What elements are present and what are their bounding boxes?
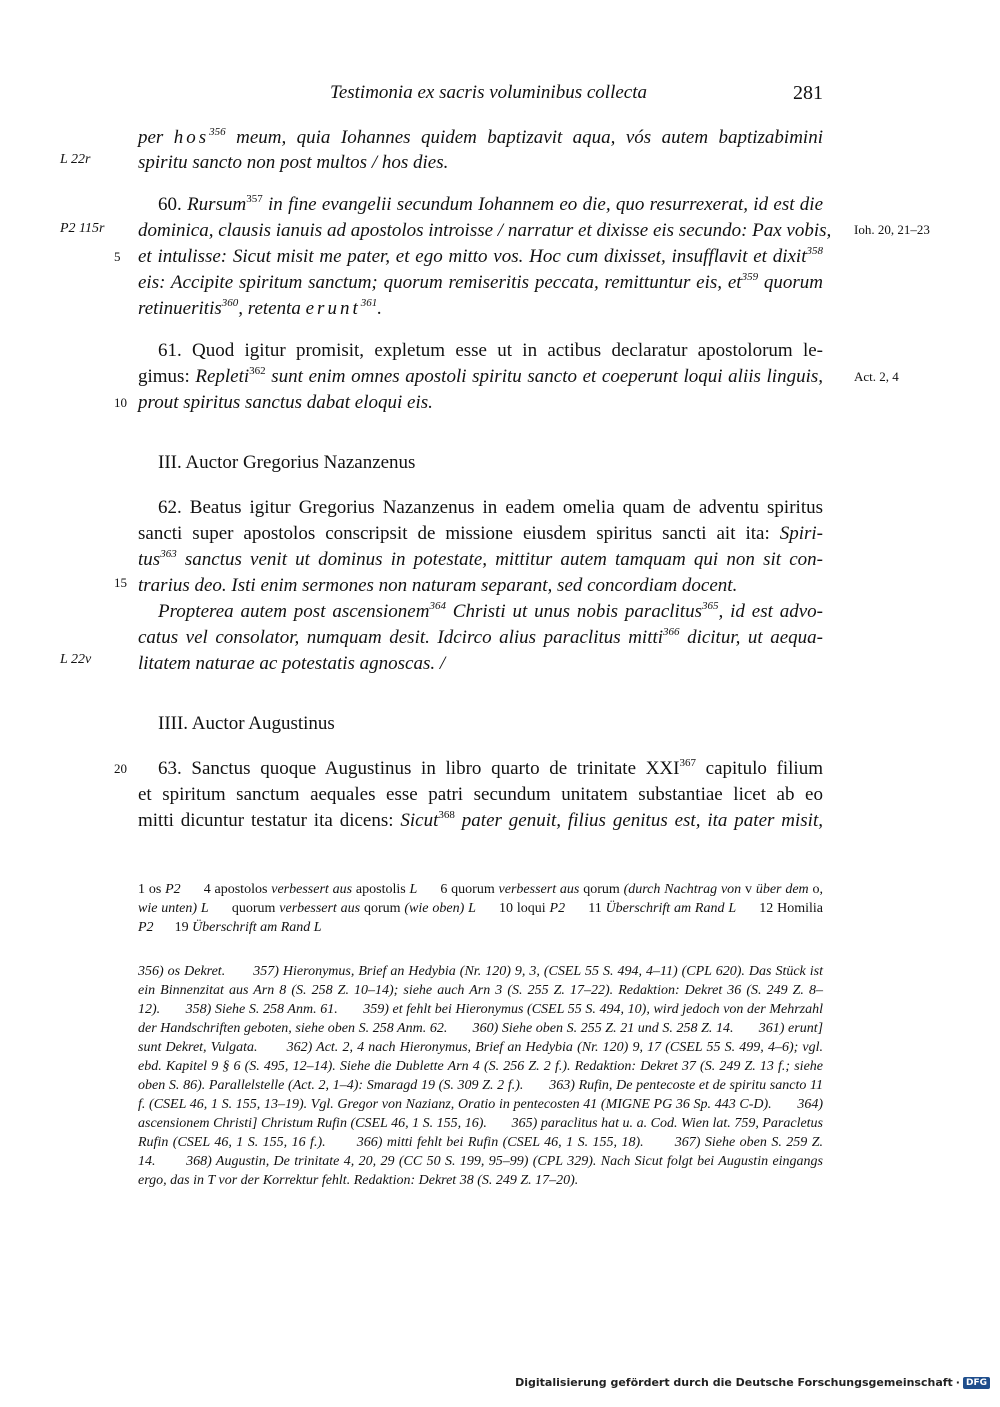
section-heading-augustinus: IIII. Auctor Augustinus: [158, 713, 335, 734]
apparatus-entry: 19 Überschrift am Rand L: [174, 920, 322, 935]
dfg-logo-icon: DFG: [963, 1377, 990, 1389]
apparatus-entry: 4 apostolos verbessert aus apostolis L: [203, 882, 418, 897]
paragraph-61-start: 61. Quod igitur promisit, expletum esse ut in actibus declaratur apostolorum le-: [158, 340, 823, 361]
text-line: per hos$^{356}$ meum, quia Iohannes quidem baptizavit aqua, vós autem baptizabimini: [138, 126, 823, 148]
line-number-15: 15: [114, 575, 127, 590]
text-line: et spiritum sanctum aequales esse patri secundum unitatem substantiae licet ab eo: [138, 784, 823, 805]
page-header: [138, 82, 823, 108]
text-line: mitti dicuntur testatur ita dicens: Sicut$^{368}$ pater genuit, filius genitus est, ita pater misit,: [138, 809, 823, 831]
footnotes: [138, 962, 823, 1190]
digitization-credit: Digitalisierung gefördert durch die Deutsche Forschungsgemeinschaft · DFG: [515, 1376, 990, 1389]
section-heading-gregorius: III. Auctor Gregorius Nazanzenus: [158, 452, 416, 473]
text-line: trarius deo. Isti enim sermones non naturam separant, sed concordiam docent.: [138, 575, 738, 596]
margin-folio-l-22r: L 22r: [60, 152, 91, 167]
text-line: et intulisse: Sicut misit me pater, et ego mitto vos. Hoc cum dixisset, insufflavit et dixit$^{358}$: [138, 245, 823, 267]
paragraph-62-start: 62. Beatus igitur Gregorius Nazanzenus in eadem omelia quam de adventu spiritus: [158, 497, 823, 518]
margin-reference-ioh: Ioh. 20, 21–23: [854, 222, 930, 237]
text-line: Propterea autem post ascensionem$^{364}$ Christi ut unus nobis paraclitus$^{365}$, id est advo-: [158, 600, 824, 622]
apparatus-entry: quorum verbessert aus qorum (wie oben) L: [231, 901, 476, 916]
footnote: 359) et fehlt bei Hieronymus (CSEL 55 S. 494, 10), wird jedoch von der Mehrzahl der Handschriften geboten, siehe oben S. 258 Anm. 62.: [138, 1002, 824, 1036]
footnote: 356) os Dekret.: [138, 964, 226, 979]
text-line: tus$^{363}$ sanctus venit ut dominus in potestate, mittitur autem tamquam qui non sit con-: [138, 548, 823, 570]
credit-text: Digitalisierung gefördert durch die Deutsche Forschungsgemeinschaft: [515, 1376, 953, 1389]
line-number-10: 10: [114, 395, 127, 410]
footnote: 357) Hieronymus, Brief an Hedybia (Nr. 120) 9, 3, (CSEL 55 S. 494, 4–11) (CPL 620). Das Stück ist ein Binnenzitat aus Arn 8 (S. 258 Z. 10–14); siehe auch Arn 3 (S. 255 Z. 17–22). Redaktion: Dekret 36 (S. 249 Z. 8–12).: [138, 964, 824, 1017]
text-line: sancti super apostolos conscripsit de missione eiusdem spiritus sancti ait ita: Spiri-: [138, 523, 823, 544]
apparatus-entry: 11 Überschrift am Rand L: [588, 901, 737, 916]
footnote: 363) Rufin, De pentecoste et de spiritu sancto 11 f. (CSEL 46, 1 S. 155, 13–19). Vgl. Gregor von Nazianz, Oratio in pentecosten 41 (MIGNE PG 36 Sp. 443 C-D).: [138, 1078, 823, 1112]
footnote: 366) mitti fehlt bei Rufin (CSEL 46, 1 S. 155, 18).: [356, 1135, 644, 1150]
line-number-5: 5: [114, 249, 121, 264]
margin-reference-act: Act. 2, 4: [854, 369, 899, 384]
margin-folio-l-22v: L 22v: [60, 652, 92, 667]
apparatus-entry: 12 Homilia P2: [138, 901, 824, 935]
apparatus-entry: 6 quorum verbessert aus qorum (durch Nachtrag von v über dem o, wie unten) L: [138, 882, 824, 916]
page-number: 281: [793, 82, 823, 104]
footnote: 358) Siehe S. 258 Anm. 61.: [185, 1002, 338, 1017]
footnote: 364) ascensionem Christi] Christum Rufin (CSEL 46, 1 S. 155, 16).: [138, 1097, 824, 1131]
text-line: dominica, clausis ianuis ad apostolos introisse / narratur et dixisse eis secundo: Pax vobis,: [138, 220, 832, 241]
line-number-20: 20: [114, 761, 127, 776]
apparatus-entry: 10 loqui P2: [499, 901, 566, 916]
footnote: 367) Siehe oben S. 259 Z. 14.: [138, 1135, 824, 1169]
footnote: 368) Augustin, De trinitate 4, 20, 29 (CC 50 S. 199, 95–99) (CPL 329). Nach Sicut folgt bei Augustin eingangs ergo, das in T vor der Korrektur fehlt. Redaktion: Dekret 38 (S. 249 Z. 17–20).: [138, 1154, 824, 1188]
footnote: 365) paraclitus hat u. a. Cod. Wien lat. 759, Paracletus Rufin (CSEL 46, 1 S. 155, 16 f.).: [138, 1116, 824, 1150]
apparatus-entry: 1 os P2: [138, 882, 181, 897]
paragraph-60-start: 60. Rursum$^{357}$ in fine evangelii secundum Iohannem eo die, quo resurrexerat, id est die: [158, 193, 824, 215]
text-line: prout spiritus sanctus dabat eloqui eis.: [138, 392, 433, 413]
margin-folio-p2-115r: P2 115r: [60, 221, 105, 236]
text-line: spiritu sancto non post multos / hos dies.: [138, 152, 449, 173]
text-line: gimus: Repleti$^{362}$ sunt enim omnes apostoli spiritu sancto et coeperunt loqui aliis linguis,: [138, 365, 824, 387]
footnote: 360) Siehe oben S. 255 Z. 21 und S. 258 Z. 14.: [472, 1021, 734, 1036]
text-line: catus vel consolator, numquam desit. Idcirco alius paraclitus mitti$^{366}$ dicitur, ut aequa-: [138, 626, 823, 648]
footnote: 362) Act. 2, 4 nach Hieronymus, Brief an Hedybia (Nr. 120) 9, 17 (CSEL 55 S. 499, 4–6); vgl. ebd. Kapitel 9 § 6 (S. 495, 12–14). Siehe die Dublette Arn 4 (S. 256 Z. 2 f.). Redaktion: Dekret 37 (S. 249 Z. 13 f.; siehe oben S. 86). Parallelstelle (Act. 2, 1–4): Smaragd 19 (S. 309 Z. 2 f.).: [138, 1040, 824, 1093]
critical-apparatus: [138, 880, 823, 937]
paragraph-63-start: 63. Sanctus quoque Augustinus in libro quarto de trinitate XXI$^{367}$ capitulo filium: [158, 757, 823, 779]
text-line: litatem naturae ac potestatis agnoscas. /: [138, 653, 446, 674]
text-line: eis: Accipite spiritum sanctum; quorum remiseritis peccata, remittuntur eis, $et^{359}$ quorum: [138, 271, 823, 293]
footnote: 361) erunt] sunt Dekret, Vulgata.: [138, 1021, 824, 1055]
running-title: Testimonia ex sacris voluminibus collecta: [330, 82, 647, 103]
text-line: retinueritis$^{360}$, retenta erunt$^{361}$.: [138, 297, 382, 319]
